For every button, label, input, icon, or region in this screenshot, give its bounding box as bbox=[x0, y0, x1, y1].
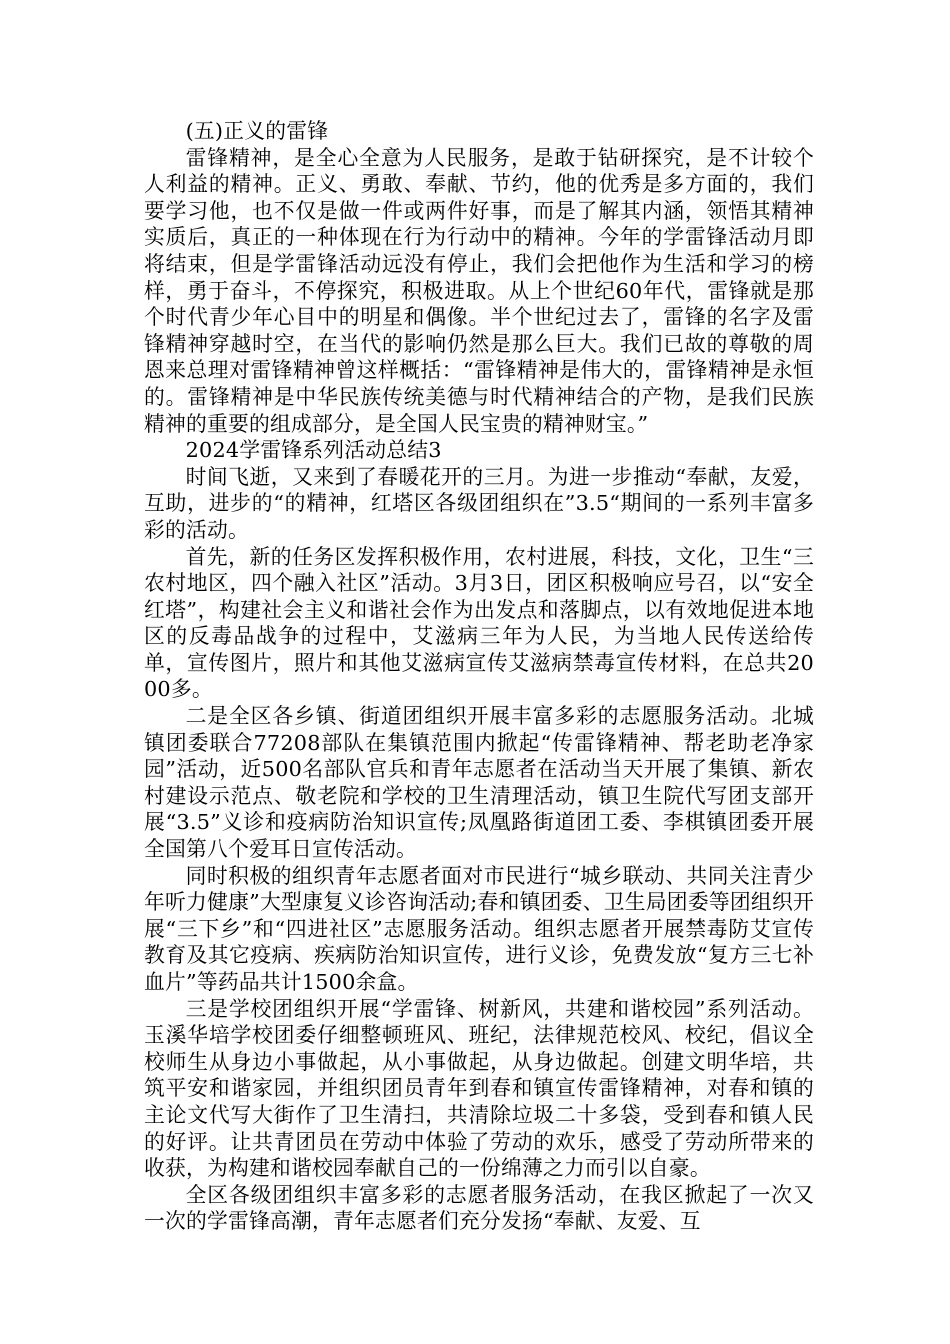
document-page bbox=[144, 118, 814, 1235]
paragraph-third: 同时积极的组织青年志愿者面对市民进行“城乡联动、共同关注青少年听力健康”大型康复义诊咨询活动;春和镇团委、卫生局团委等团组织开展“三下乡”和“四进社区”志愿服务活动。组织志愿者开展禁毒防艾宣传教育及其它疫病、疾病防治知识宣传，进行义诊，免费发放“复方三七补血片”等药品共计1500余盒。 bbox=[144, 863, 814, 994]
article-title: 2024学雷锋系列活动总结3 bbox=[185, 438, 442, 463]
paragraph-lei-feng-spirit: 雷锋精神，是全心全意为人民服务，是敢于钻研探究，是不计较个人利益的精神。正义、勇敢、奉献、节约，他的优秀是多方面的，我们要学习他，也不仅是做一件或两件好事，而是了解其内涵，领悟其精神实质后，真正的一种体现在行为行动中的精神。今年的学雷锋活动月即将结束，但是学雷锋活动远没有停止，我们会把他作为生活和学习的榜样，勇于奋斗，不停探究，积极进取。从上个世纪60年代，雷锋就是那个时代青少年心目中的明星和偶像。半个世纪过去了，雷锋的名字及雷锋精神穿越时空，在当代的影响仍然是那么巨大。我们已故的尊敬的周恩来总理对雷锋精神曾这样概括：“雷锋精神是伟大的，雷锋精神是永恒的。雷锋精神是中华民族传统美德与时代精神结合的产物，是我们民族精神的重要的组成部分，是全国人民宝贵的精神财宝。” bbox=[144, 145, 814, 436]
paragraph-second: 二是全区各乡镇、街道团组织开展丰富多彩的志愿服务活动。北城镇团委联合77208部队在集镇范围内掀起“传雷锋精神、帮老助老净家园”活动，近500名部队官兵和青年志愿者在活动当天开展了集镇、新农村建设示范点、敬老院和学校的卫生清理活动，镇卫生院代写团支部开展“3.5”义诊和疫病防治知识宣传;凤凰路街道团工委、李棋镇团委开展全国第八个爱耳日宣传活动。 bbox=[144, 704, 814, 862]
section-heading: (五)正义的雷锋 bbox=[185, 119, 329, 143]
paragraph-fifth: 全区各级团组织丰富多彩的志愿者服务活动，在我区掀起了一次又一次的学雷锋高潮，青年志愿者们充分发扬“奉献、友爱、互 bbox=[144, 1182, 814, 1234]
paragraph-intro: 时间飞逝，又来到了春暖花开的三月。为进一步推动“奉献，友爱，互助，进步的“的精神，红塔区各级团组织在”3.5“期间的一系列丰富多彩的活动。 bbox=[144, 464, 814, 542]
paragraph-fourth: 三是学校团组织开展“学雷锋、树新风，共建和谐校园”系列活动。玉溪华培学校团委仔细整顿班风、班纪，法律规范校风、校纪，倡议全校师生从身边小事做起，从小事做起，从身边做起。创建文明华培，共筑平安和谐家园，并组织团员青年到春和镇宣传雷锋精神，对春和镇的主论文代写大街作了卫生清扫，共清除垃圾二十多袋，受到春和镇人民的好评。让共青团员在劳动中体验了劳动的欢乐，感受了劳动所带来的收获，为构建和谐校园奉献自己的一份绵薄之力而引以自豪。 bbox=[144, 996, 814, 1181]
paragraph-first: 首先，新的任务区发挥积极作用，农村进展，科技，文化，卫生“三农村地区，四个融入社区”活动。3月3日，团区积极响应号召，以“安全红塔”，构建社会主义和谐社会作为出发点和落脚点，以有效地促进本地区的反毒品战争的过程中，艾滋病三年为人民，为当地人民传送给传单，宣传图片，照片和其他艾滋病宣传艾滋病禁毒宣传材料，在总共2000多。 bbox=[144, 544, 814, 702]
